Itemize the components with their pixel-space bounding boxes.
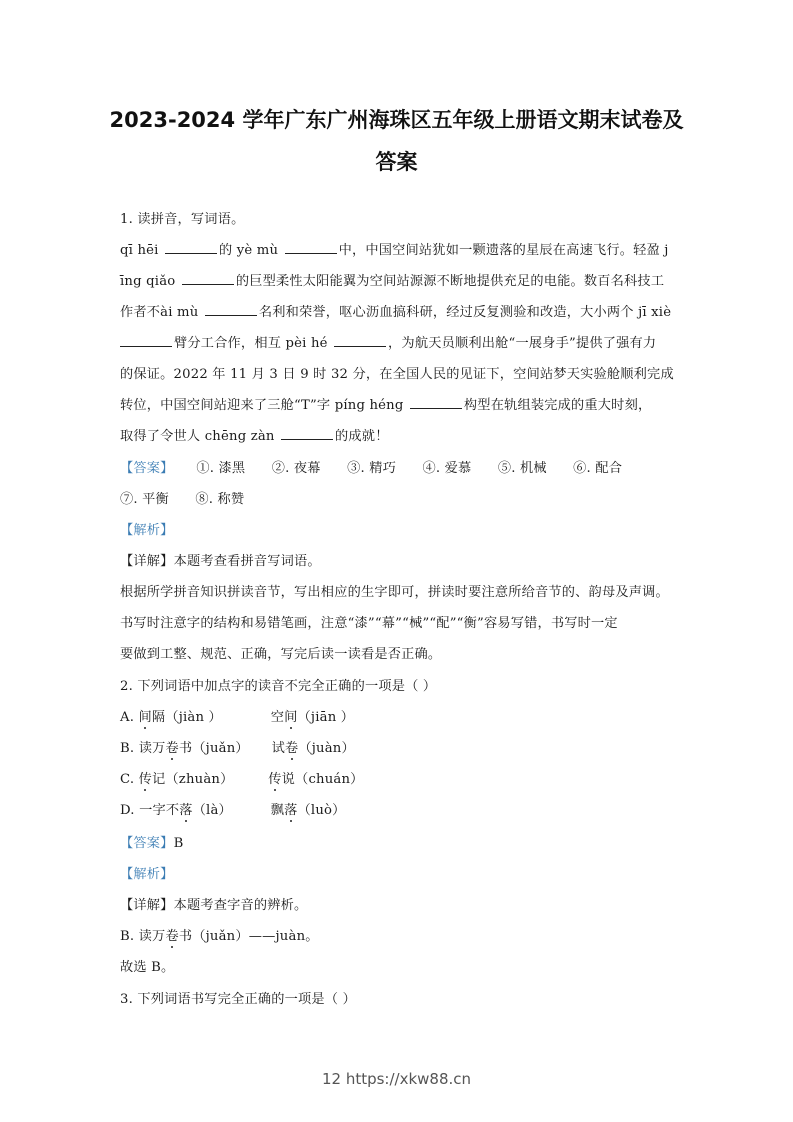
q1-explain-line: 根据所学拼音知识拼读音节，写出相应的生字即可，拼读时要注意所给音节的、韵母及声调。	[120, 585, 669, 600]
option-label: D.	[120, 803, 135, 818]
answer-item: ④. 爱慕	[422, 461, 472, 476]
text-segment: B. 读万	[120, 929, 166, 944]
answer-blank	[281, 428, 333, 440]
text-segment: ，为航天员顺利出舱“一展身手”提供了强有力	[388, 336, 657, 351]
option-label: C.	[120, 772, 135, 787]
detail-text: 本题考查字音的辨析。	[173, 898, 308, 913]
text-segment: 读万	[138, 741, 166, 756]
q1-text-line	[120, 239, 669, 258]
answer-item: ①. 漆黑	[196, 461, 246, 476]
text-segment: īng qiǎo	[120, 274, 180, 289]
q1-stem: 1. 读拼音，写词语。	[120, 212, 245, 227]
answer-blank	[410, 397, 462, 409]
detail-tag: 【详解】	[120, 554, 174, 569]
dotted-char: 间	[139, 706, 152, 725]
text-segment: （jiān ）	[297, 710, 355, 725]
answer-item: ⑦. 平衡	[120, 492, 169, 507]
q2-option-d	[120, 799, 346, 818]
text-segment: 书（juǎn）——juàn。	[178, 929, 319, 944]
detail-tag: 【详解】	[120, 898, 174, 913]
answer-item: ⑧. 称赞	[195, 492, 245, 507]
text-segment: 飘	[270, 803, 285, 818]
text-segment: 名利和荣誉，呕心沥血搞科研，经过反复测验和改造，大小两个 jī xiè	[258, 305, 672, 320]
answer-blank	[120, 335, 172, 347]
dotted-char: 落	[179, 799, 192, 818]
q2-stem: 2. 下列词语中加点字的读音不完全正确的一项是（ ）	[120, 679, 437, 694]
page-footer: 12 https://xkw88.cn	[321, 1070, 472, 1088]
q1-text-line	[120, 332, 656, 351]
text-segment: 构型在轨组装完成的重大时刻，	[463, 398, 652, 413]
text-segment: 试	[271, 741, 285, 756]
text-segment: （luò）	[297, 803, 346, 818]
answer-blank	[182, 273, 234, 285]
q1-text-line: 的保证。2022 年 11 月 3 日 9 时 32 分，在全国人民的见证下，空间站梦天实验舱顺利完成	[120, 367, 674, 382]
text-segment: 的 yè mù	[218, 243, 283, 258]
answer-blank	[285, 242, 337, 254]
dotted-char: 卷	[285, 737, 298, 756]
q2-detail	[120, 894, 307, 913]
text-segment: qī hēi	[120, 243, 163, 258]
answer-blank	[334, 335, 386, 347]
dotted-char: 传	[268, 768, 281, 787]
q3-stem: 3. 下列词语书写完全正确的一项是（ ）	[120, 992, 356, 1007]
analysis-tag: 【解析】	[120, 867, 174, 882]
text-segment: 取得了令世人 chēng zàn	[120, 429, 280, 444]
option-label: B.	[120, 741, 135, 756]
q2-answer-line	[120, 832, 183, 851]
q2-conclusion: 故选 B。	[120, 960, 175, 975]
answer-blank	[205, 304, 257, 316]
text-segment: 记（zhuàn）	[152, 772, 234, 787]
q1-answer-line	[120, 457, 622, 476]
q2-option-a	[120, 706, 354, 725]
q1-explain-line: 书写时注意字的结构和易错笔画，注意“漆”“幕”“械”“配”“衡”容易写错，书写时一定	[120, 616, 618, 631]
q1-text-line	[120, 270, 664, 289]
dotted-char: 传	[139, 768, 152, 787]
text-segment: 空	[270, 710, 285, 725]
answer-item: ⑥. 配合	[573, 461, 623, 476]
text-segment: 书（juǎn）	[178, 741, 249, 756]
q1-text-line	[120, 425, 389, 444]
answer-tag: 【答案】	[120, 836, 174, 851]
detail-text: 本题考查看拼音写词语。	[173, 554, 321, 569]
page-title-line2: 答案	[375, 150, 418, 174]
option-label: A.	[120, 710, 135, 725]
answer-item: ⑤. 机械	[497, 461, 547, 476]
answer-item: ②. 夜幕	[271, 461, 321, 476]
answer-item: ③. 精巧	[347, 461, 397, 476]
dotted-char: 卷	[165, 737, 178, 756]
text-segment: 中，中国空间站犹如一颗遗落的星辰在高速飞行。轻盈 j	[338, 243, 669, 258]
q1-answer-line	[120, 488, 244, 507]
analysis-tag: 【解析】	[120, 523, 174, 538]
q2-option-b	[120, 737, 355, 756]
q2-explain-line	[120, 925, 319, 944]
q1-text-line	[120, 301, 671, 320]
text-segment: 臂分工合作，相互 pèi hé	[174, 336, 333, 351]
text-segment: 的成就！	[335, 429, 389, 444]
text-segment: （là）	[192, 803, 232, 818]
text-segment: 说（chuán）	[281, 772, 364, 787]
answer-tag: 【答案】	[120, 461, 174, 476]
text-segment: 隔（jiàn ）	[151, 710, 222, 725]
answer-value: B	[173, 836, 184, 851]
text-segment: 的巨型柔性太阳能翼为空间站源源不断地提供充足的电能。数百名科技工	[235, 274, 665, 289]
dotted-char: 间	[284, 706, 297, 725]
text-segment: 一字不	[139, 803, 180, 818]
text-segment: 作者不ài mù	[120, 305, 203, 320]
text-segment: （juàn）	[298, 741, 355, 756]
page-title-line1: 2023-2024 学年广东广州海珠区五年级上册语文期末试卷及	[109, 108, 684, 132]
dotted-char: 落	[284, 799, 297, 818]
q1-explain-line: 要做到工整、规范、正确，写完后读一读看是否正确。	[120, 647, 442, 662]
q2-option-c	[120, 768, 364, 787]
q1-detail	[120, 550, 321, 569]
q1-text-line	[120, 394, 651, 413]
answer-blank	[165, 242, 217, 254]
text-segment: 转位，中国空间站迎来了三舱“T”字 píng héng	[120, 398, 408, 413]
dotted-char: 卷	[165, 925, 178, 944]
